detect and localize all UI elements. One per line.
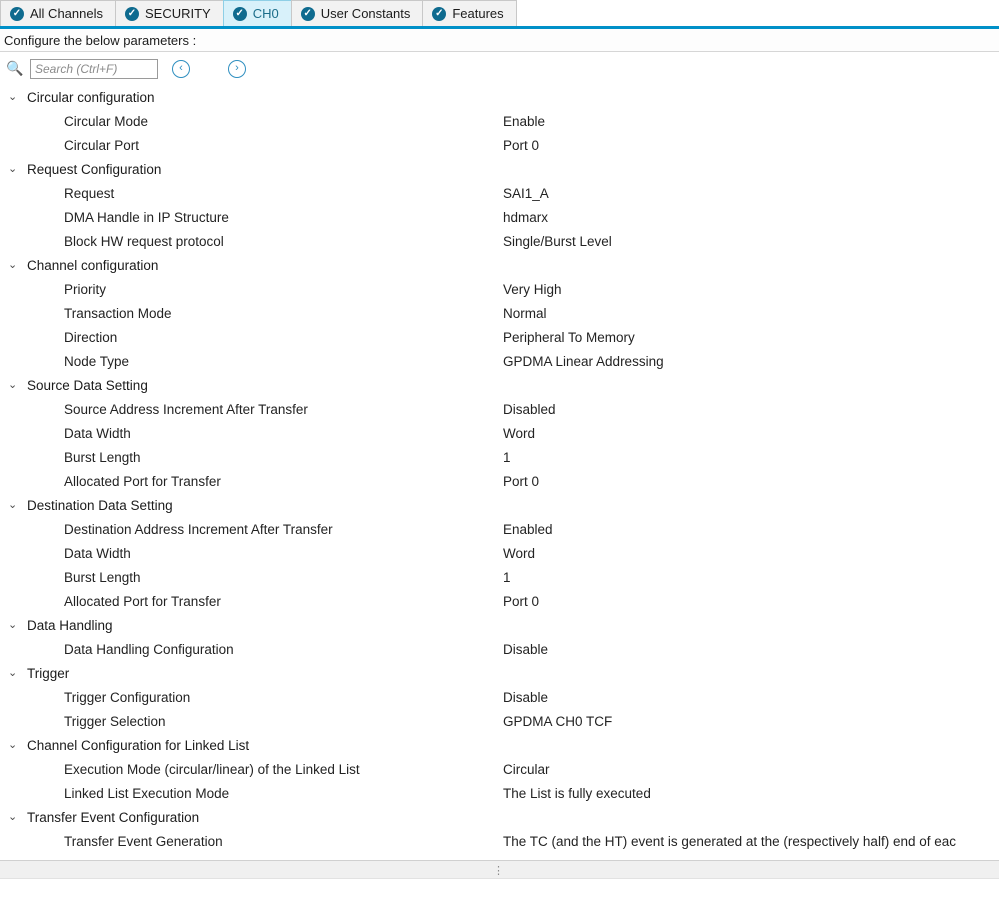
search-input[interactable]: [30, 59, 158, 79]
parameter-row[interactable]: [0, 397, 999, 421]
tree-group-label: Source Data Setting: [27, 377, 148, 393]
parameter-value[interactable]: Port 0: [503, 137, 540, 153]
tree-group-header[interactable]: [0, 493, 999, 517]
parameter-row[interactable]: [0, 205, 999, 229]
parameter-row[interactable]: [0, 277, 999, 301]
chevron-down-icon[interactable]: ⌄: [8, 163, 18, 175]
parameter-row[interactable]: [0, 301, 999, 325]
tree-group-header[interactable]: [0, 613, 999, 637]
tab-label: CH0: [252, 6, 279, 21]
parameter-value[interactable]: Port 0: [503, 593, 540, 609]
parameter-row[interactable]: [0, 469, 999, 493]
parameter-name: Destination Address Increment After Transfer: [64, 521, 333, 537]
search-previous-button[interactable]: ‹: [172, 60, 190, 78]
tab-user-constants[interactable]: [291, 0, 424, 26]
tree-group-label: Circular configuration: [27, 89, 155, 105]
parameter-value[interactable]: Disable: [503, 641, 549, 657]
splitter-grip-icon: ⋮: [493, 864, 506, 877]
tree-group-header[interactable]: [0, 733, 999, 757]
check-circle-icon: ✓: [432, 7, 446, 21]
parameter-value[interactable]: hdmarx: [503, 209, 549, 225]
tree-group-label: Channel configuration: [27, 257, 159, 273]
tab-all-channels[interactable]: [0, 0, 116, 26]
parameter-name: Request: [64, 185, 115, 201]
chevron-down-icon[interactable]: ⌄: [8, 91, 18, 103]
parameter-row[interactable]: [0, 637, 999, 661]
chevron-down-icon[interactable]: ⌄: [8, 739, 18, 751]
parameter-name: Direction: [64, 329, 118, 345]
tree-group-header[interactable]: [0, 253, 999, 277]
parameter-row[interactable]: [0, 421, 999, 445]
parameter-row[interactable]: [0, 829, 999, 853]
parameter-name: Data Handling Configuration: [64, 641, 234, 657]
tab-label: User Constants: [320, 6, 411, 21]
parameter-value[interactable]: Enabled: [503, 521, 553, 537]
parameter-name: Trigger Configuration: [64, 689, 191, 705]
tree-group-header[interactable]: [0, 373, 999, 397]
parameter-name: Circular Port: [64, 137, 140, 153]
chevron-down-icon[interactable]: ⌄: [8, 667, 18, 679]
parameter-value[interactable]: Disabled: [503, 401, 556, 417]
parameter-row[interactable]: [0, 565, 999, 589]
chevron-down-icon[interactable]: ⌄: [8, 379, 18, 391]
search-icon: 🔍: [6, 60, 24, 76]
status-bar: [0, 878, 999, 905]
parameter-value[interactable]: The List is fully executed: [503, 785, 651, 801]
parameter-value[interactable]: Port 0: [503, 473, 540, 489]
panel-splitter[interactable]: [0, 860, 999, 879]
parameter-name: Burst Length: [64, 569, 141, 585]
chevron-down-icon[interactable]: ⌄: [8, 811, 18, 823]
tab-label: All Channels: [30, 6, 103, 21]
tab-strip: [0, 0, 999, 29]
tree-group-label: Transfer Event Configuration: [27, 809, 200, 825]
tree-group-label: Trigger: [27, 665, 70, 681]
parameter-value[interactable]: Enable: [503, 113, 546, 129]
chevron-down-icon[interactable]: ⌄: [8, 259, 18, 271]
parameter-value[interactable]: 1: [503, 569, 511, 585]
instruction-text: Configure the below parameters :: [0, 29, 999, 52]
parameter-row[interactable]: [0, 685, 999, 709]
parameter-row[interactable]: [0, 445, 999, 469]
tab-features[interactable]: [422, 0, 516, 26]
parameter-name: Data Width: [64, 545, 131, 561]
parameter-row[interactable]: [0, 325, 999, 349]
parameter-name: Allocated Port for Transfer: [64, 473, 221, 489]
parameter-value[interactable]: Single/Burst Level: [503, 233, 612, 249]
parameter-value[interactable]: SAI1_A: [503, 185, 549, 201]
parameter-value[interactable]: GPDMA Linear Addressing: [503, 353, 664, 369]
parameter-value[interactable]: GPDMA CH0 TCF: [503, 713, 613, 729]
parameter-row[interactable]: [0, 229, 999, 253]
parameter-row[interactable]: [0, 517, 999, 541]
parameter-name: Burst Length: [64, 449, 141, 465]
parameter-name: Priority: [64, 281, 107, 297]
check-circle-icon: ✓: [301, 7, 315, 21]
parameter-name: Data Width: [64, 425, 131, 441]
check-circle-icon: ✓: [10, 7, 24, 21]
parameter-name: Node Type: [64, 353, 130, 369]
parameter-value[interactable]: The TC (and the HT) event is generated at the (respectively half) end of eac: [503, 833, 956, 849]
chevron-down-icon[interactable]: ⌄: [8, 499, 18, 511]
parameter-row[interactable]: [0, 589, 999, 613]
parameter-row[interactable]: [0, 757, 999, 781]
check-circle-icon: ✓: [125, 7, 139, 21]
tree-group-header[interactable]: [0, 805, 999, 829]
tab-label: Features: [452, 6, 504, 21]
tree-group-header[interactable]: [0, 157, 999, 181]
parameter-value[interactable]: Word: [503, 545, 536, 561]
tree-group-label: Destination Data Setting: [27, 497, 173, 513]
parameter-tree[interactable]: [0, 85, 999, 849]
tab-label: SECURITY: [145, 6, 211, 21]
parameter-row[interactable]: [0, 349, 999, 373]
tab-ch0[interactable]: [223, 0, 292, 26]
parameter-name: Allocated Port for Transfer: [64, 593, 221, 609]
parameter-row[interactable]: [0, 781, 999, 805]
parameter-name: Transfer Event Generation: [64, 833, 223, 849]
parameter-name: Transaction Mode: [64, 305, 172, 321]
parameter-name: Execution Mode (circular/linear) of the Linked List: [64, 761, 360, 777]
search-next-button[interactable]: ›: [228, 60, 246, 78]
parameter-name: DMA Handle in IP Structure: [64, 209, 229, 225]
parameter-row[interactable]: [0, 709, 999, 733]
tree-group-header[interactable]: [0, 85, 999, 109]
parameter-value[interactable]: Disable: [503, 689, 549, 705]
search-toolbar: [0, 52, 999, 85]
parameter-name: Source Address Increment After Transfer: [64, 401, 308, 417]
tree-group-header[interactable]: [0, 661, 999, 685]
parameter-name: Linked List Execution Mode: [64, 785, 230, 801]
chevron-down-icon[interactable]: ⌄: [8, 619, 18, 631]
tab-security[interactable]: [115, 0, 224, 26]
parameter-value[interactable]: Very High: [503, 281, 562, 297]
parameter-row[interactable]: [0, 181, 999, 205]
check-circle-icon: ✓: [233, 7, 247, 21]
parameter-name: Circular Mode: [64, 113, 149, 129]
parameter-value[interactable]: Peripheral To Memory: [503, 329, 635, 345]
parameter-value[interactable]: 1: [503, 449, 511, 465]
tree-group-label: Request Configuration: [27, 161, 162, 177]
parameter-name: Block HW request protocol: [64, 233, 224, 249]
parameter-row[interactable]: [0, 133, 999, 157]
parameter-value[interactable]: Word: [503, 425, 536, 441]
parameter-row[interactable]: [0, 109, 999, 133]
tree-group-label: Data Handling: [27, 617, 113, 633]
parameter-name: Trigger Selection: [64, 713, 166, 729]
parameter-value[interactable]: Normal: [503, 305, 547, 321]
tree-group-label: Channel Configuration for Linked List: [27, 737, 250, 753]
parameter-row[interactable]: [0, 541, 999, 565]
parameter-value[interactable]: Circular: [503, 761, 550, 777]
